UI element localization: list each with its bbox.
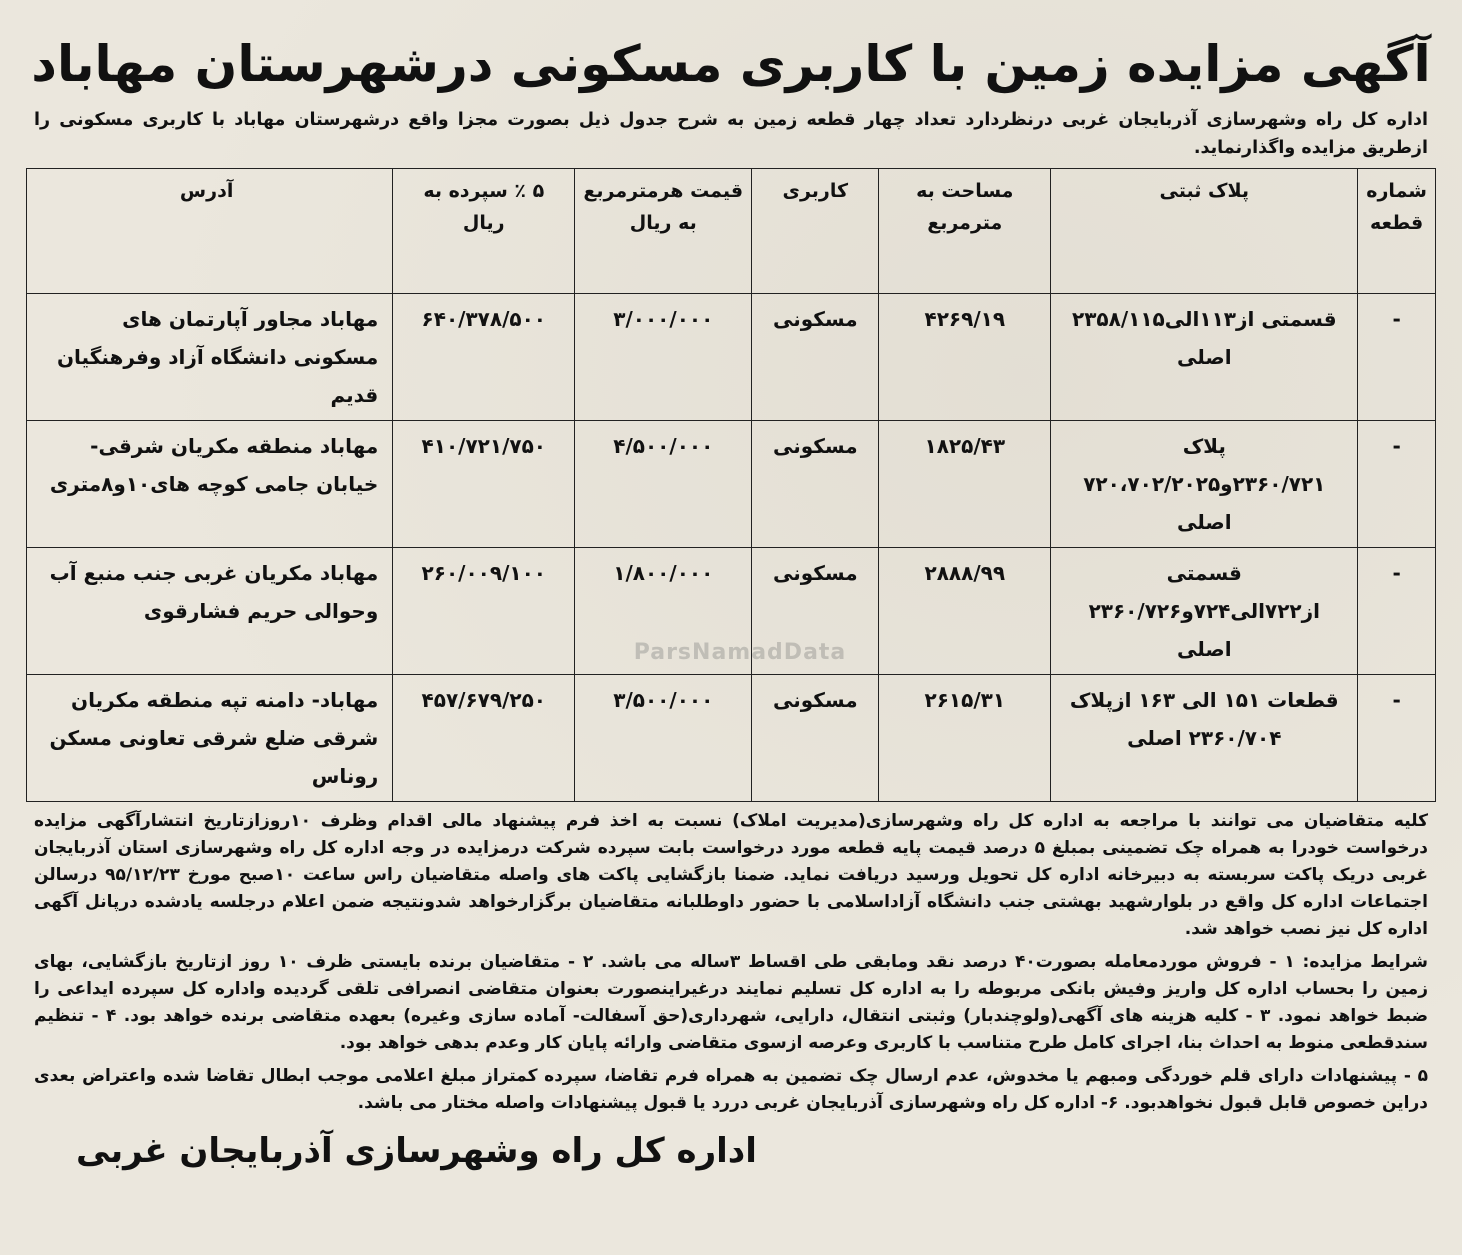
cell-address: مهاباد منطقه مکریان شرقی- خیابان جامی کوچه های۱۰و۸متری [27,421,393,548]
cell-area: ۲۶۱۵/۳۱ [879,675,1051,802]
cell-usage: مسکونی [752,421,879,548]
cell-usage: مسکونی [752,294,879,421]
cell-deposit: ۶۴۰/۳۷۸/۵۰۰ [393,294,575,421]
header-address: آدرس [27,169,393,294]
cell-usage: مسکونی [752,675,879,802]
table-row [27,294,1436,421]
table-row [27,675,1436,802]
header-area: مساحت به مترمربع [879,169,1051,294]
cell-usage: مسکونی [752,548,879,675]
auction-conditions-paragraph: شرایط مزایده: ۱ - فروش موردمعامله بصورت۴۰ درصد نقد ومابقی طی اقساط ۳ساله می باشد. ۲ - متقاضیان برنده بایستی ظرف ۱۰ روز ازتاریخ بازگشایی، بهای زمین را بحساب اداره کل واریز وفیش بانکی مربوطه را به اداره کل تسلیم نمایند درغیراینصورت بعنوان متقاضی انصرافی تلقی گردیده واداره کل سپرده ایداعی را ضبط خواهد نمود. ۳ - کلیه هزینه های آگهی(ولوچندبار) وثبتی انتقال، دارایی، شهرداری(حق آسفالت- آماده سازی وغیره) بعهده متقاضی برنده خواهد بود. ۴ - تنظیم سندقطعی منوط به احداث بنا، اجرای کامل طرح متناسب با کاربری وعرصه ازسوی متقاضی وارائه پایان کار وعدم بدهی خواهد بود. [34,952,1429,1053]
table-row [27,421,1436,548]
cell-parcel-number: - [1358,421,1436,548]
cell-price-per-sqm: ۳/۰۰۰/۰۰۰ [575,294,752,421]
ad-title: آگهی مزایده زمین با کاربری مسکونی درشهرستان مهاباد [31,35,1431,93]
issuer-signature: اداره کل راه وشهرسازی آذربایجان غربی [76,1131,757,1171]
cell-registration-plate: پلاک ۲۳۶۰/۷۲۱و۷۲۰،۷۰۲/۲۰۲۵ اصلی [1051,421,1358,548]
cell-address: مهاباد مجاور آپارتمان های مسکونی دانشگاه آزاد وفرهنگیان قدیم [27,294,393,421]
additional-conditions-paragraph: ۵ - پیشنهادات دارای قلم خوردگی ومبهم یا مخدوش، عدم ارسال چک تضمین به همراه فرم تقاضا، سپرده کمتراز مبلغ اعلامی موجب ابطال تقاضا شده واعتراض بعدی دراین خصوص قابل قبول نخواهدبود. ۶- اداره کل راه وشهرسازی آذربایجان غربی دررد یا قبول پیشنهادات واصله مختار می باشد. [34,1066,1428,1113]
cell-deposit: ۲۶۰/۰۰۹/۱۰۰ [393,548,575,675]
cell-price-per-sqm: ۳/۵۰۰/۰۰۰ [575,675,752,802]
cell-area: ۱۸۲۵/۴۳ [879,421,1051,548]
instructions-paragraph: کلیه متقاضیان می توانند با مراجعه به اداره کل راه وشهرسازی(مدیریت املاک) نسبت به اخذ فرم پیشنهاد مالی اقدام وظرف ۱۰روزازتاریخ انتشارآگهی مزایده درخواست خودرا به همراه چک تضمینی بمبلغ ۵ درصد قیمت پایه قطعه مورد درخواست بابت سپرده شرکت درمزایده در وجه اداره کل راه وشهرسازی استان آذربایجان غربی دریک پاکت سربسته به دبیرخانه اداره کل تحویل ورسید دریافت نماید. ضمنا بازگشایی پاکت های واصله متقاضیان راس ساعت ۱۰صبح مورخ ۹۵/۱۲/۲۳ درسالن اجتماعات اداره کل واقع در بلوارشهید بهشتی جنب دانشگاه آزاداسلامی با حضور داوطلبانه متقاضیان برگزارخواهد شدونتیجه ضمن اعلام درجلسه یادشده درپانل آگهی اداره کل نیز نصب خواهد شد. [34,811,1428,939]
header-parcel-number: شماره قطعه [1358,169,1436,294]
watermark-logo: ParsNamadData [633,640,847,665]
cell-address: مهاباد- دامنه تپه منطقه مکریان شرقی ضلع شرقی تعاونی مسکن روناس [27,675,393,802]
cell-parcel-number: - [1358,548,1436,675]
table-header-row [27,169,1436,294]
header-price-per-sqm: قیمت هرمترمربع به ریال [575,169,752,294]
cell-deposit: ۴۱۰/۷۲۱/۷۵۰ [393,421,575,548]
header-deposit: ۵ ٪ سپرده به ریال [393,169,575,294]
header-registration-plate: پلاک ثبتی [1051,169,1358,294]
cell-parcel-number: - [1358,675,1436,802]
cell-address: مهاباد مکریان غربی جنب منبع آب وحوالی حریم فشارقوی [27,548,393,675]
cell-area: ۴۲۶۹/۱۹ [879,294,1051,421]
cell-registration-plate: قسمتی از۱۱۳الی۲۳۵۸/۱۱۵ اصلی [1051,294,1358,421]
cell-deposit: ۴۵۷/۶۷۹/۲۵۰ [393,675,575,802]
cell-registration-plate: قسمتی از۷۲۲الی۷۲۴و۲۳۶۰/۷۲۶ اصلی [1051,548,1358,675]
cell-price-per-sqm: ۱/۸۰۰/۰۰۰ [575,548,752,675]
header-usage: کاربری [752,169,879,294]
cell-price-per-sqm: ۴/۵۰۰/۰۰۰ [575,421,752,548]
cell-parcel-number: - [1358,294,1436,421]
intro-paragraph: اداره کل راه وشهرسازی آذربایجان غربی درنظردارد تعداد چهار قطعه زمین به شرح جدول ذیل بصورت مجزا واقع درشهرستان مهاباد با کاربری مسکونی را ازطریق مزایده واگذارنماید. [34,110,1428,158]
land-parcels-table [26,168,1436,802]
cell-area: ۲۸۸۸/۹۹ [879,548,1051,675]
cell-registration-plate: قطعات ۱۵۱ الی ۱۶۳ ازپلاک ۲۳۶۰/۷۰۴ اصلی [1051,675,1358,802]
